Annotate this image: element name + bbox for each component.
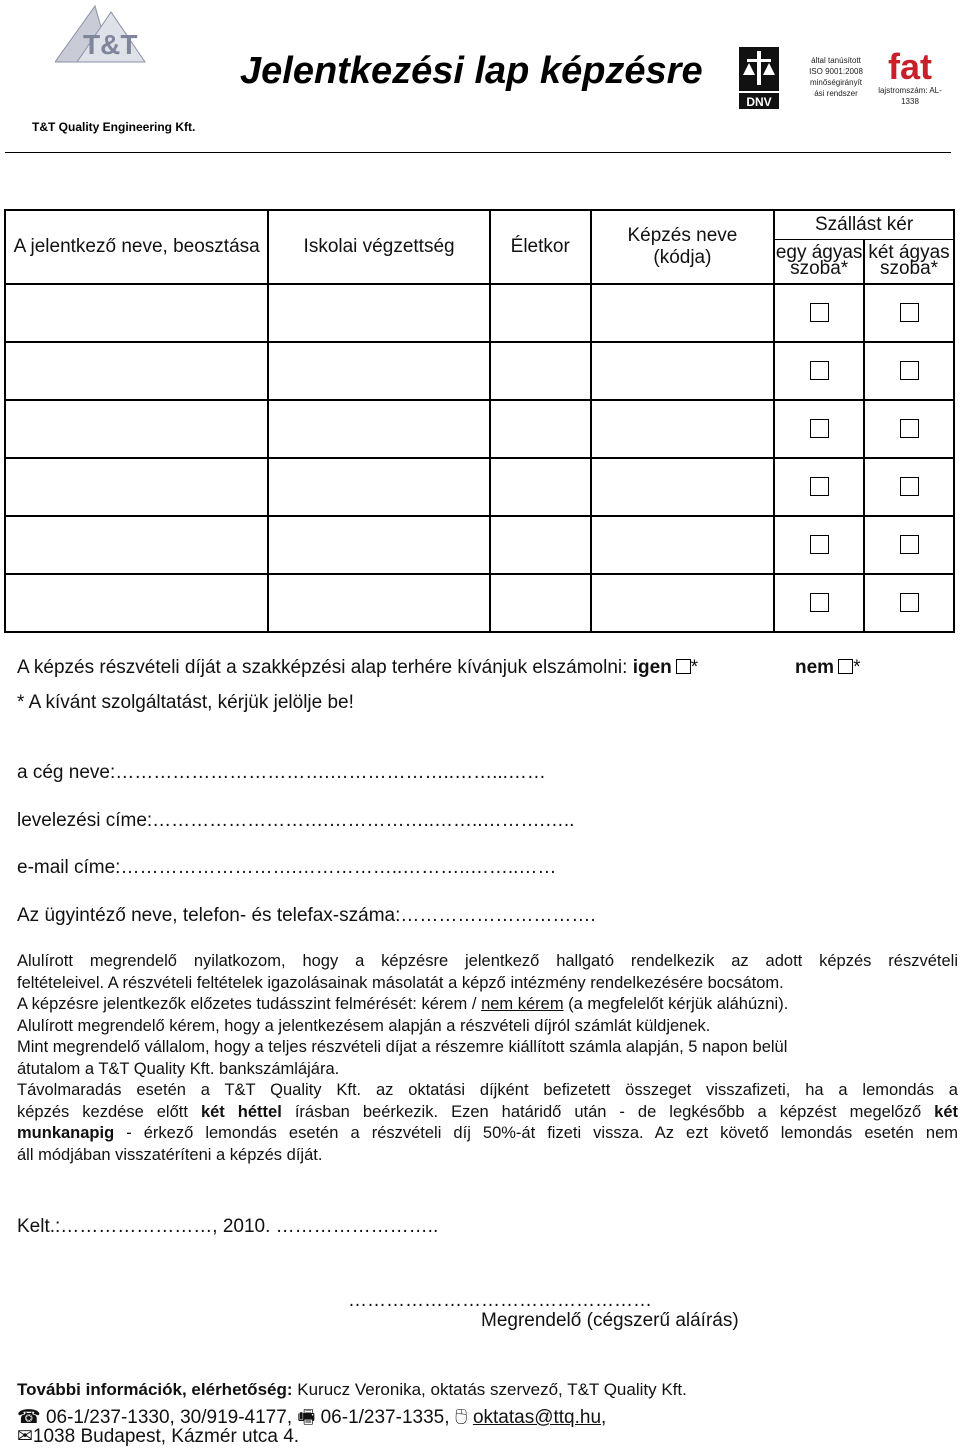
fat-logo-text: fat — [888, 46, 932, 85]
table-row — [5, 458, 954, 516]
school-cell[interactable] — [268, 284, 490, 342]
header-course-code: (kódja) — [653, 247, 712, 268]
header-course-name: Képzés neve — [627, 225, 738, 246]
fax-icon: 🖷 — [297, 1407, 316, 1428]
school-cell[interactable] — [268, 458, 490, 516]
name-cell[interactable] — [5, 342, 268, 400]
age-cell[interactable] — [490, 400, 591, 458]
terms-p5-line2-c: írásban beérkezik. Ezen határidő után - de legkésőbb a képzést megelőző — [281, 1102, 935, 1121]
footer-address-text: 1038 Budapest, Kázmér utca 4. — [32, 1426, 300, 1447]
mouse-icon: 🖰 — [454, 1407, 468, 1428]
header-divider — [5, 152, 951, 153]
single-room-checkbox[interactable] — [810, 419, 829, 438]
footer-phone: 06-1/237-1330, 30/919-4177, — [45, 1407, 293, 1428]
fee-no-checkbox[interactable] — [838, 659, 853, 674]
course-cell[interactable] — [591, 342, 775, 400]
terms-p5-two: két — [934, 1102, 958, 1121]
footer-email-suffix: , — [601, 1407, 607, 1428]
header-school: Iskolai végzettség — [268, 210, 490, 284]
header-lodging: Szállást kér — [774, 210, 954, 239]
registration-table — [4, 209, 955, 633]
footer-info — [17, 1380, 687, 1400]
fat-registration-number: lajstromszám: AL-1338 — [878, 86, 942, 106]
single-room-checkbox[interactable] — [810, 535, 829, 554]
terms-p5-line2 — [17, 1102, 958, 1124]
terms-p5-workday: munkanapig — [17, 1124, 115, 1142]
header-course — [591, 210, 775, 284]
header-double-room: két ágyas szoba* — [864, 239, 954, 284]
signature-line[interactable]: ………………………………………… — [348, 1290, 652, 1311]
terms-p5-line4: áll módjában visszatéríteni a képzés díját. — [17, 1145, 323, 1164]
terms-p5-line3-b: - érkező lemondás esetén a részvételi díj 50%-át fizeti vissza. Az ezt követő lemondás esetén nem — [114, 1124, 958, 1142]
footer-fax: 06-1/237-1335, — [320, 1407, 450, 1428]
age-cell[interactable] — [490, 516, 591, 574]
age-cell[interactable] — [490, 284, 591, 342]
course-cell[interactable] — [591, 284, 775, 342]
terms-p5-two-weeks: két héttel — [200, 1102, 282, 1121]
contact-field[interactable]: Az ügyintéző neve, telefon- és telefax-száma:…………………………. — [17, 905, 596, 926]
terms-p3: Alulírott megrendelő kérem, hogy a jelentkezésem alapján a részvételi díjról számlát küldjenek. — [17, 1016, 711, 1035]
fee-yes-star: * — [690, 657, 699, 678]
school-cell[interactable] — [268, 574, 490, 632]
terms-p2 — [17, 994, 958, 1016]
fee-yes-label: igen — [632, 657, 672, 678]
table-row — [5, 400, 954, 458]
phone-icon: ☎ — [17, 1407, 41, 1428]
tt-logo — [55, 4, 167, 66]
iso-certification-note: által tanúsított ISO 9001:2008 minőségirányít ási rendszer — [809, 56, 863, 98]
double-room-checkbox[interactable] — [900, 593, 919, 612]
footer-email-link[interactable]: oktatas@ttq.hu — [472, 1407, 602, 1428]
fat-logo — [880, 45, 940, 85]
table-row — [5, 516, 954, 574]
mail-address-field[interactable]: levelezési címe:……………………….……………..……..……….….. — [17, 810, 575, 831]
header-age: Életkor — [490, 210, 591, 284]
age-cell[interactable] — [490, 574, 591, 632]
terms-p5-line1: Távolmaradás esetén a T&T Quality Kft. az oktatási díjként befizetett összeget visszafizeti, ha a lemondás a — [17, 1081, 958, 1099]
footer-info-label: További információk, elérhetőség: — [17, 1380, 293, 1399]
terms-p2-before: A képzésre jelentkezők előzetes tudásszint felmérését: kérem / — [17, 995, 482, 1013]
dnv-text: DNV — [746, 95, 772, 109]
double-room-checkbox[interactable] — [900, 361, 919, 380]
school-cell[interactable] — [268, 400, 490, 458]
fee-question-text: A képzés részvételi díját a szakképzési alap terhére kívánjuk elszámolni: — [17, 657, 633, 678]
header-single-room: egy ágyas szoba* — [774, 239, 864, 284]
name-cell[interactable] — [5, 400, 268, 458]
school-cell[interactable] — [268, 516, 490, 574]
terms-p5-line2-a: képzés kezdése előtt — [17, 1102, 201, 1121]
logo-text: T&T — [83, 29, 138, 60]
single-room-checkbox[interactable] — [810, 593, 829, 612]
age-cell[interactable] — [490, 458, 591, 516]
name-cell[interactable] — [5, 516, 268, 574]
table-row — [5, 574, 954, 632]
terms-paragraphs — [17, 951, 958, 1166]
terms-p2-underlined: nem kérem — [481, 995, 564, 1013]
single-room-checkbox[interactable] — [810, 477, 829, 496]
single-room-checkbox[interactable] — [810, 303, 829, 322]
age-cell[interactable] — [490, 342, 591, 400]
footer-address — [17, 1425, 299, 1448]
date-field[interactable]: Kelt.:……………………, 2010. …………………….. — [17, 1216, 439, 1237]
terms-p4-line1: Mint megrendelő vállalom, hogy a teljes részvételi díjat a részemre kiállított számla alapján, 5 napon belül — [17, 1038, 788, 1056]
double-room-checkbox[interactable] — [900, 303, 919, 322]
service-note: * A kívánt szolgáltatást, kérjük jelölje be! — [17, 692, 354, 713]
page-title: Jelentkezési lap képzésre — [240, 50, 703, 92]
company-name: T&T Quality Engineering Kft. — [32, 120, 196, 134]
double-room-checkbox[interactable] — [900, 535, 919, 554]
footer-info-value: Kurucz Veronika, oktatás szervező, T&T Quality Kft. — [292, 1380, 687, 1399]
terms-p1-line2: feltételeivel. A részvételi feltételek igazolásainak másolatát a képző intézmény rendelkezésére bocsátom. — [17, 973, 784, 992]
terms-p5-line3 — [17, 1123, 958, 1145]
terms-p4-line2: átutalom a T&T Quality Kft. bankszámlájára. — [17, 1059, 340, 1078]
fee-question — [17, 657, 698, 679]
terms-p2-after: (a megfelelőt kérjük aláhúzni). — [563, 995, 789, 1013]
name-cell[interactable] — [5, 284, 268, 342]
single-room-checkbox[interactable] — [810, 361, 829, 380]
course-cell[interactable] — [591, 458, 775, 516]
header-name-position: A jelentkező neve, beosztása — [5, 210, 268, 284]
envelope-icon: ✉ — [17, 1426, 33, 1447]
course-cell[interactable] — [591, 400, 775, 458]
terms-p1-line1: Alulírott megrendelő nyilatkozom, hogy a képzésre jelentkező hallgató rendelkezik az adott képzés részvételi — [17, 952, 958, 970]
fee-no-star: * — [853, 657, 861, 678]
name-cell[interactable] — [5, 458, 268, 516]
table-row — [5, 342, 954, 400]
double-room-checkbox[interactable] — [900, 477, 919, 496]
name-cell[interactable] — [5, 574, 268, 632]
fee-no-option — [795, 657, 860, 679]
course-cell[interactable] — [591, 574, 775, 632]
signature-label: Megrendelő (cégszerű aláírás) — [481, 1310, 739, 1331]
company-name-field[interactable]: a cég neve:…………………………….………………..……...…… — [17, 762, 546, 783]
fee-no-label: nem — [795, 657, 835, 678]
table-row — [5, 284, 954, 342]
dnv-logo — [737, 45, 781, 111]
double-room-checkbox[interactable] — [900, 419, 919, 438]
course-cell[interactable] — [591, 516, 775, 574]
email-field[interactable]: e-mail címe:……………………….……………..………..……..…… — [17, 857, 557, 878]
school-cell[interactable] — [268, 342, 490, 400]
fee-yes-checkbox[interactable] — [676, 659, 691, 674]
